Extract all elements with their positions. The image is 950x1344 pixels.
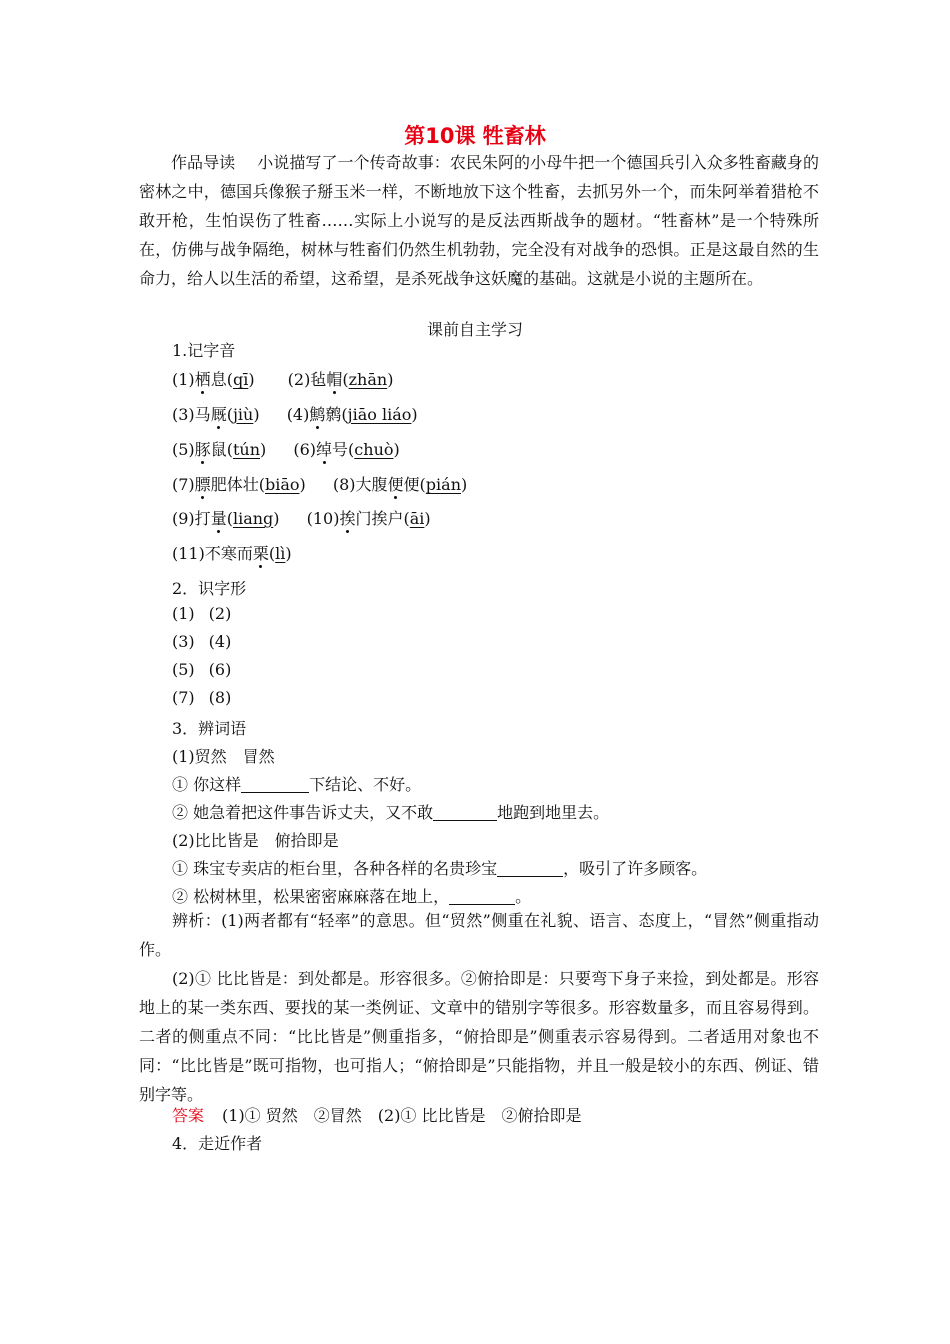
word-pair-2-sentence-1: ① 珠宝专卖店的柜台里，各种各样的名贵珍宝 ，吸引了许多顾客。 [172,859,708,878]
word-pair-1-sentence-1: ① 你这样 下结论、不好。 [172,775,422,794]
pinyin-item: (8)大腹便便(pián) [332,475,468,494]
answer-label: 答案 [172,1106,205,1125]
pinyin-item: (10)挨门挨户(āi) [306,509,431,528]
intro-text: 小说描写了一个传奇故事：农民朱阿的小母牛把一个德国兵引入众多牲畜藏身的密林之中，德国兵像猴子掰玉米一样，不断地放下这个牲畜，去抓另外一个，而朱阿举着猎枪不敢开枪，生怕误伤了牲畜……实际上小说写的是反法西斯战争的题材。“牲畜林”是一个特殊所在，仿佛与战争隔绝，树林与牲畜们仍然生机勃勃，完全没有对战争的恐惧。正是这最自然的生命力，给人以生活的希望，这希望，是杀死战争这妖魔的基础。这就是小说的主题所在。 [139,153,819,288]
fill-blank [497,860,563,877]
pinyin-item: (7)膘肥体壮(biāo) [172,475,306,494]
word-pair-2-label: (2)比比皆是 俯拾即是 [172,831,339,850]
word-pair-1-sentence-2: ② 她急着把这件事告诉丈夫，又不敢 地跑到地里去。 [172,803,610,822]
section-title: 课前自主学习 [426,320,523,339]
intro-label: 作品导读 [171,153,236,172]
analysis-2: (2)① 比比皆是：到处都是。形容很多。②俯拾即是：只要弯下身子来捡，到处都是。形容地上的某一类东西、要找的某一类例证、文章中的错别字等很多。形容数量多，而且容易得到。二者的侧重点不同：“比比皆是”侧重指多，“俯拾即是”侧重表示容易得到。二者适用对象也不同：“比比皆是”既可指物，也可指人；“俯拾即是”只能指物，并且一般是较小的东西、例证、错别字等。 [139,969,819,1104]
lesson-title: 第10课 牲畜林 [404,124,546,148]
intro-paragraph [139,148,819,293]
pinyin-row-3 [172,437,400,460]
answer-line [172,1103,582,1126]
pinyin-row-2 [172,402,418,425]
pinyin-item: (3)马厩(jiù) [172,405,260,424]
analysis-1: 辨析：(1)两者都有“轻率”的意思。但“贸然”侧重在礼貌、语言、态度上，“冒然”侧重指动作。 [139,911,819,959]
glyph-row: (3) (4) [172,632,232,651]
pinyin-item: (11)不寒而栗(lì) [172,544,292,563]
pinyin-row-5 [172,506,431,529]
word-pair-1-label: (1)贸然 冒然 [172,747,275,766]
glyph-row: (7) (8) [172,688,232,707]
fill-blank [449,888,515,905]
pinyin-item: (1)栖息(qī) [172,370,255,389]
q2-heading: 2．识字形 [172,579,247,598]
fill-blank [241,776,309,793]
glyph-row: (1) (2) [172,604,232,623]
pinyin-item: (5)豚鼠(tún) [172,440,267,459]
pinyin-item: (4)鹪鹩(jiāo liáo) [286,405,418,424]
q1-heading: 1.记字音 [172,341,236,360]
pinyin-item: (2)毡帽(zhān) [287,370,394,389]
fill-blank [433,804,497,821]
pinyin-row-6 [172,541,292,564]
pinyin-row-1 [172,367,393,390]
q3-heading: 3．辨词语 [172,719,247,738]
answer-text: (1)① 贸然 ②冒然 (2)① 比比皆是 ②俯拾即是 [222,1106,582,1125]
pinyin-item: (6)绰号(chuò) [293,440,400,459]
pinyin-row-4 [172,472,467,495]
q4-heading: 4．走近作者 [172,1134,263,1153]
word-pair-2-sentence-2: ② 松树林里，松果密密麻麻落在地上， 。 [172,887,532,906]
pinyin-item: (9)打量(liang) [172,509,280,528]
glyph-row: (5) (6) [172,660,232,679]
